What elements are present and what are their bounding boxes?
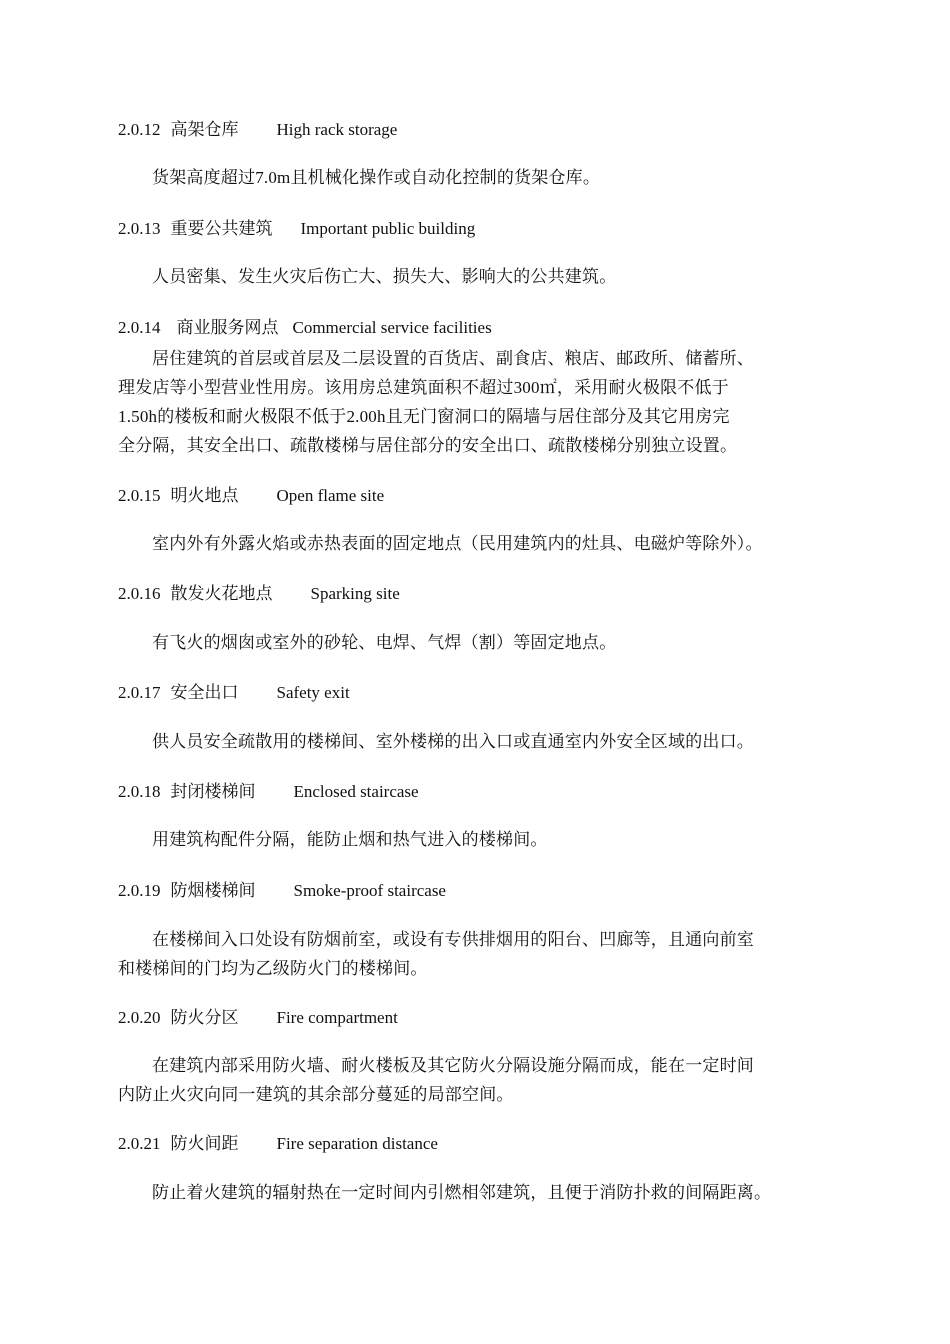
term-heading xyxy=(118,1133,438,1155)
definition-line: 内防止火灾向同一建筑的其余部分蔓延的局部空间。 xyxy=(118,1085,514,1104)
term-chinese-name: 防火分区 xyxy=(170,1008,239,1027)
term-number: 2.0.17 xyxy=(118,683,161,702)
term-heading xyxy=(118,1007,398,1029)
term-definition xyxy=(118,163,838,192)
term-english-name: Fire separation distance xyxy=(276,1134,438,1153)
term-number: 2.0.20 xyxy=(118,1008,161,1027)
definition-line: 室内外有外露火焰或赤热表面的固定地点（民用建筑内的灶具、电磁炉等除外）。 xyxy=(152,534,763,553)
definition-line: 在楼梯间入口处设有防烟前室，或设有专供排烟用的阳台、凹廊等，且通向前室 xyxy=(152,930,754,949)
term-definition xyxy=(118,344,838,460)
definition-line: 全分隔，其安全出口、疏散楼梯与居住部分的安全出口、疏散楼梯分别独立设置。 xyxy=(118,436,738,455)
term-number: 2.0.12 xyxy=(118,120,161,139)
term-definition xyxy=(118,727,838,756)
term-definition xyxy=(118,925,838,983)
term-heading xyxy=(118,485,384,507)
definition-line: 有飞火的烟囱或室外的砂轮、电焊、气焊（割）等固定地点。 xyxy=(152,633,617,652)
term-chinese-name: 明火地点 xyxy=(170,486,239,505)
term-definition xyxy=(118,825,838,854)
term-chinese-name: 重要公共建筑 xyxy=(170,219,273,238)
term-english-name: Safety exit xyxy=(276,683,350,702)
term-heading xyxy=(118,781,419,803)
term-heading xyxy=(118,218,475,240)
definition-line: 供人员安全疏散用的楼梯间、室外楼梯的出入口或直通室内外安全区域的出口。 xyxy=(152,732,754,751)
term-number: 2.0.18 xyxy=(118,782,161,801)
term-chinese-name: 高架仓库 xyxy=(170,120,239,139)
term-english-name: Smoke-proof staircase xyxy=(293,881,446,900)
definition-line: 居住建筑的首层或首层及二层设置的百货店、副食店、粮店、邮政所、储蓄所、 xyxy=(152,349,754,368)
term-number: 2.0.15 xyxy=(118,486,161,505)
term-chinese-name: 防火间距 xyxy=(170,1134,239,1153)
term-definition xyxy=(118,1178,838,1207)
term-english-name: Commercial service facilities xyxy=(292,318,492,337)
term-number: 2.0.21 xyxy=(118,1134,161,1153)
term-heading xyxy=(118,682,350,704)
term-definition xyxy=(118,262,838,291)
term-chinese-name: 商业服务网点 xyxy=(176,318,279,337)
term-english-name: Open flame site xyxy=(276,486,385,505)
term-english-name: Fire compartment xyxy=(276,1008,398,1027)
definition-line: 人员密集、发生火灾后伤亡大、损失大、影响大的公共建筑。 xyxy=(152,267,617,286)
term-definition xyxy=(118,529,838,558)
term-english-name: Enclosed staircase xyxy=(293,782,419,801)
term-definition xyxy=(118,1051,838,1109)
definition-line: 防止着火建筑的辐射热在一定时间内引燃相邻建筑，且便于消防扑救的间隔距离。 xyxy=(152,1183,772,1202)
term-heading xyxy=(118,317,492,339)
definition-line: 在建筑内部采用防火墙、耐火楼板及其它防火分隔设施分隔而成，能在一定时间 xyxy=(152,1056,754,1075)
term-heading xyxy=(118,583,400,605)
term-definition xyxy=(118,628,838,657)
term-heading xyxy=(118,119,397,141)
term-number: 2.0.16 xyxy=(118,584,161,603)
term-english-name: High rack storage xyxy=(276,120,398,139)
term-chinese-name: 散发火花地点 xyxy=(170,584,273,603)
definition-line: 货架高度超过7.0m且机械化操作或自动化控制的货架仓库。 xyxy=(152,168,601,187)
term-chinese-name: 封闭楼梯间 xyxy=(170,782,256,801)
term-chinese-name: 防烟楼梯间 xyxy=(170,881,256,900)
term-english-name: Important public building xyxy=(300,219,476,238)
term-number: 2.0.14 xyxy=(118,318,161,337)
term-english-name: Sparking site xyxy=(310,584,400,603)
definition-line: 理发店等小型营业性用房。该用房总建筑面积不超过300㎡，采用耐火极限不低于 xyxy=(118,378,729,397)
definition-line: 1.50h的楼板和耐火极限不低于2.00h且无门窗洞口的隔墙与居住部分及其它用房完 xyxy=(118,407,730,426)
term-number: 2.0.19 xyxy=(118,881,161,900)
definition-line: 和楼梯间的门均为乙级防火门的楼梯间。 xyxy=(118,959,428,978)
term-heading xyxy=(118,880,446,902)
definition-line: 用建筑构配件分隔，能防止烟和热气进入的楼梯间。 xyxy=(152,830,548,849)
term-number: 2.0.13 xyxy=(118,219,161,238)
term-chinese-name: 安全出口 xyxy=(170,683,239,702)
